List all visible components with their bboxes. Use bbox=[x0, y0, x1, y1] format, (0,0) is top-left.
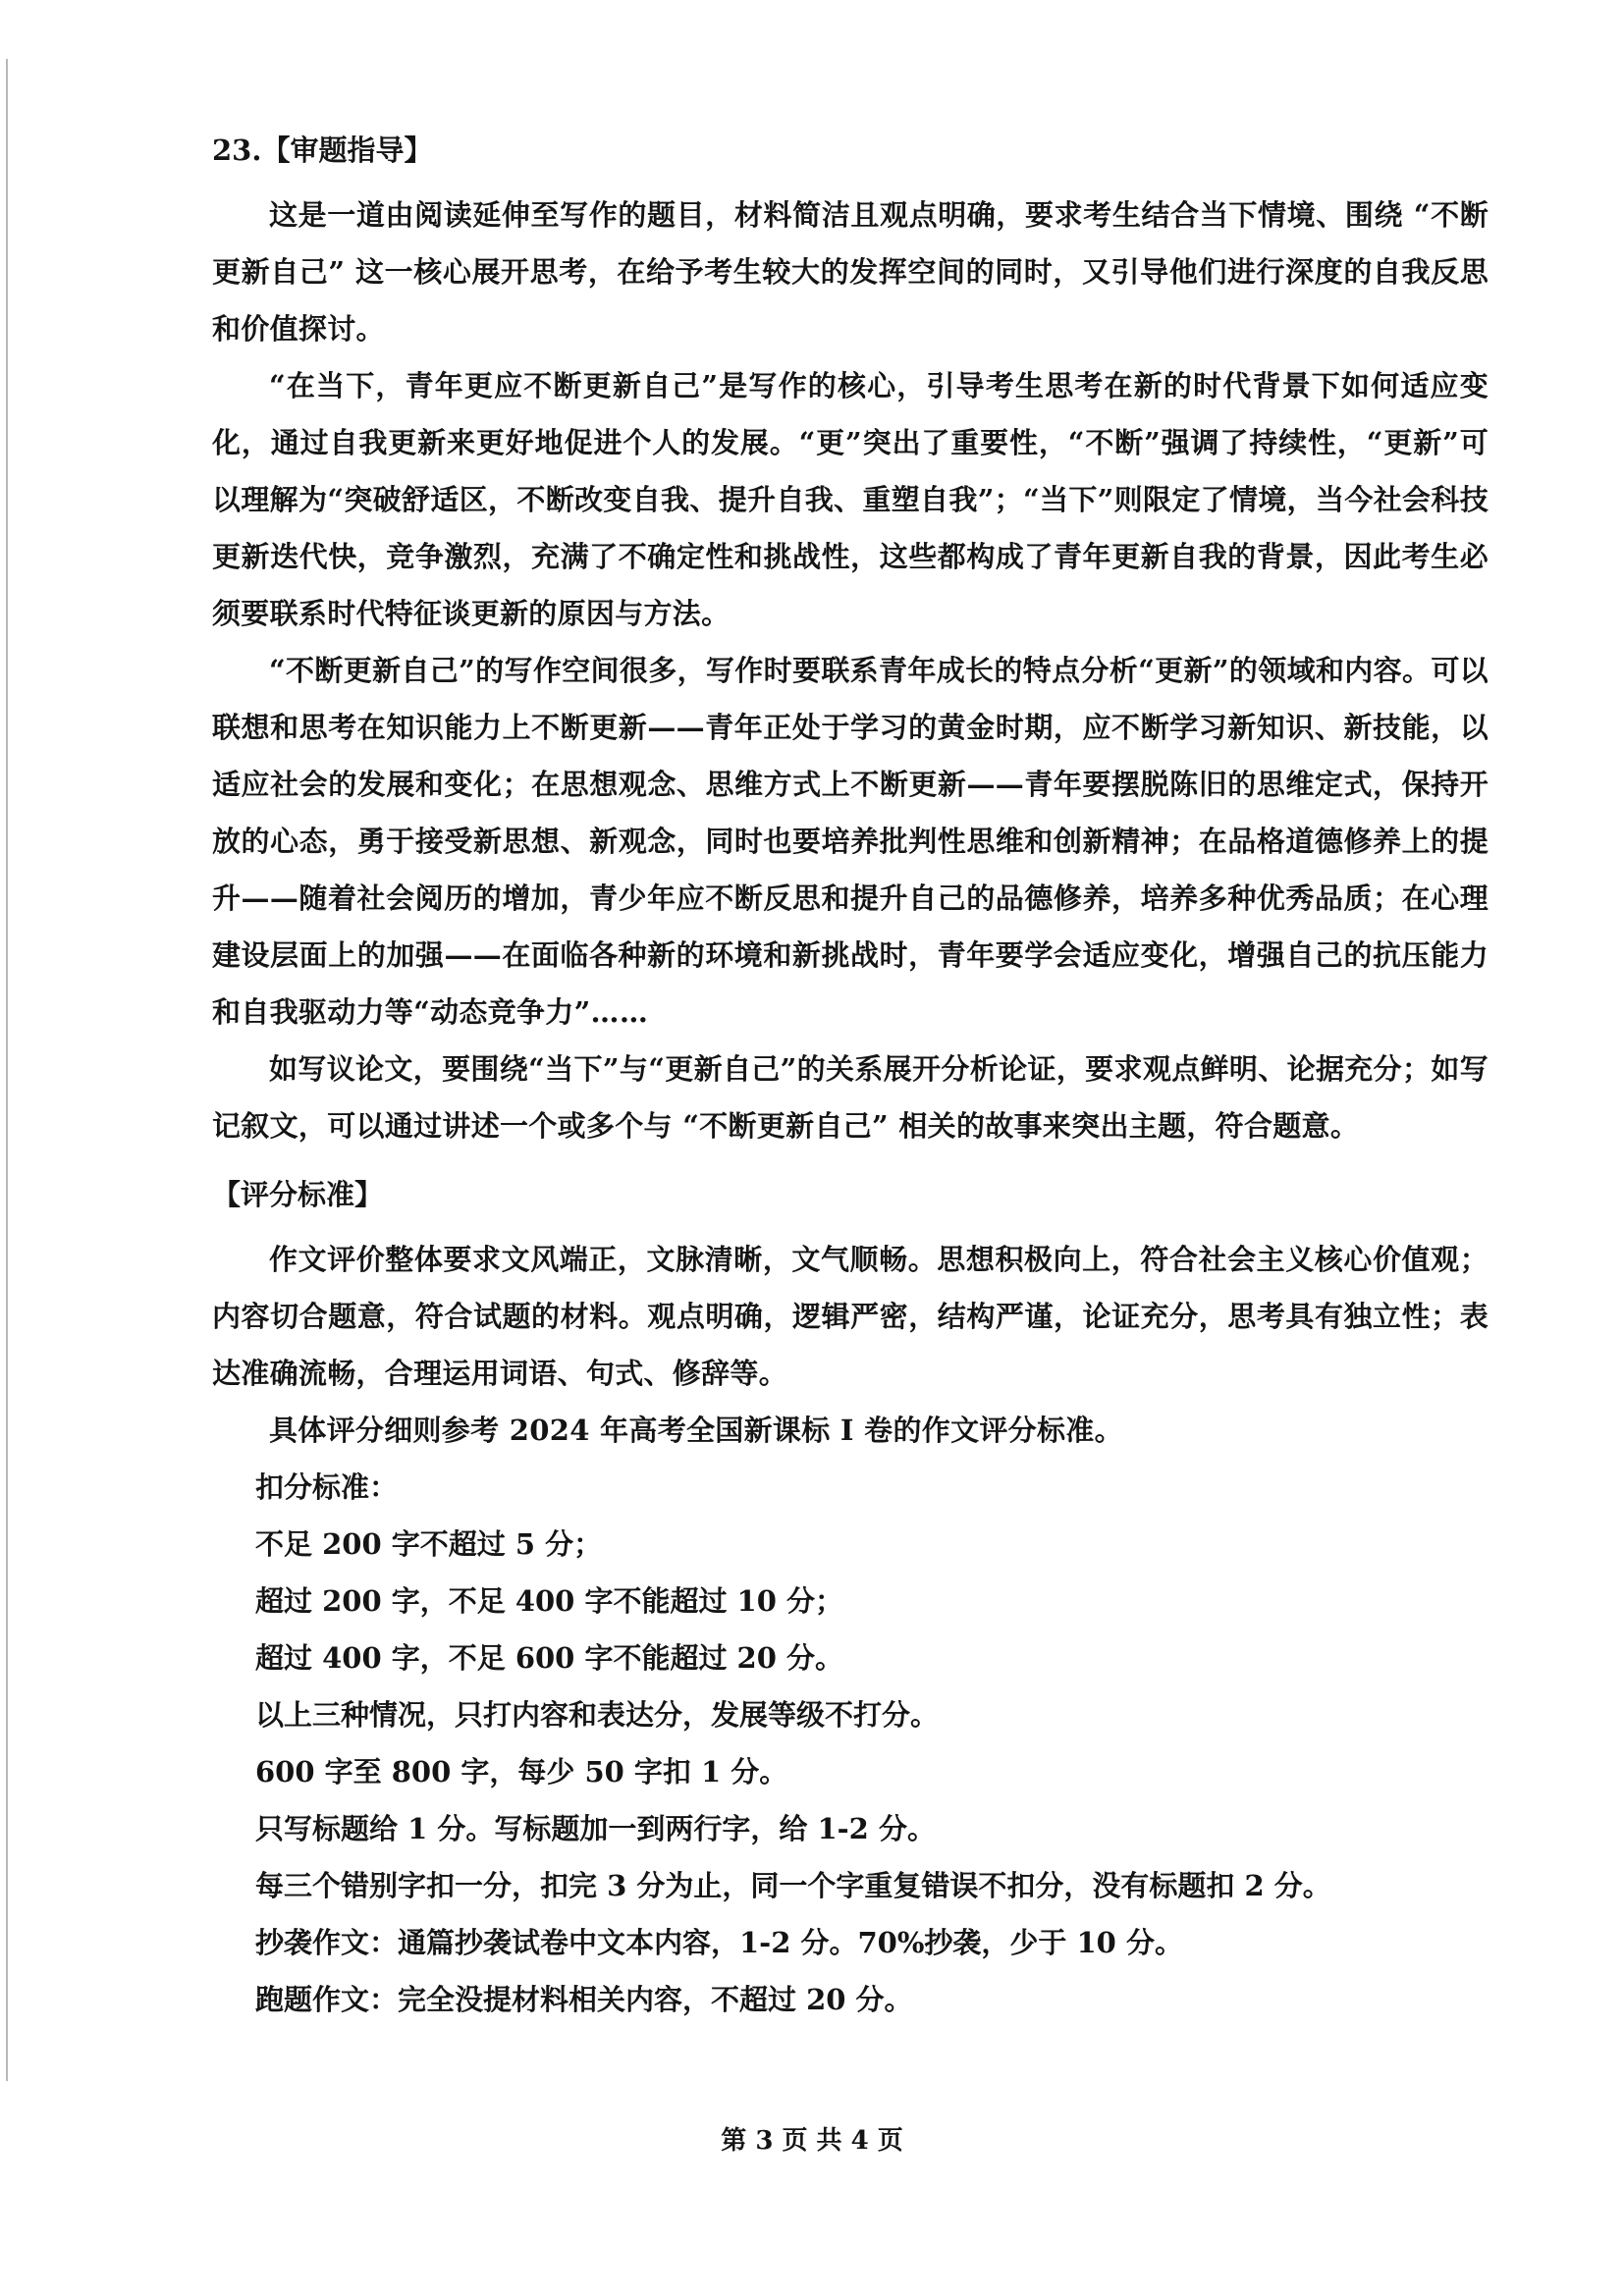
deduction-rule: 跑题作文：完全没提材料相关内容，不超过 20 分。 bbox=[255, 1983, 913, 2016]
scoring-paragraph-2: 具体评分细则参考 2024 年高考全国新课标 I 卷的作文评分标准。 bbox=[269, 1414, 1123, 1447]
guidance-paragraph-4: 如写议论文，要围绕“当下”与“更新自己”的关系展开分析论证，要求观点鲜明、论据充分；如写记叙文，可以通过讲述一个或多个与 “不断更新自己” 相关的故事来突出主题，符合题意。 bbox=[212, 1052, 1489, 1143]
page-edge-line bbox=[6, 59, 8, 2081]
deduction-rule: 不足 200 字不超过 5 分； bbox=[255, 1527, 603, 1561]
page-number-footer: 第 3 页 共 4 页 bbox=[721, 2126, 903, 2156]
scoring-paragraph-1: 作文评价整体要求文风端正，文脉清晰，文气顺畅。思想积极向上，符合社会主义核心价值观；内容切合题意，符合试题的材料。观点明确，逻辑严密，结构严谨，论证充分，思考具有独立性；表达准确流畅，合理运用词语、句式、修辞等。 bbox=[212, 1243, 1489, 1390]
guidance-paragraph-2: “在当下，青年更应不断更新自己”是写作的核心，引导考生思考在新的时代背景下如何适应变化，通过自我更新来更好地促进个人的发展。“更”突出了重要性，“不断”强调了持续性，“更新”可以理解为“突破舒适区，不断改变自我、提升自我、重塑自我”；“当下”则限定了情境，当今社会科技更新迭代快，竞争激烈，充满了不确定性和挑战性，这些都构成了青年更新自我的背景，因此考生必须要联系时代特征谈更新的原因与方法。 bbox=[212, 369, 1489, 630]
deduction-rule: 以上三种情况，只打内容和表达分，发展等级不打分。 bbox=[255, 1698, 940, 1732]
deduction-title: 扣分标准： bbox=[255, 1470, 399, 1504]
document-body bbox=[212, 126, 1489, 2028]
deduction-rule: 每三个错别字扣一分，扣完 3 分为止，同一个字重复错误不扣分，没有标题扣 2 分。 bbox=[255, 1869, 1331, 1902]
guidance-paragraph-3: “不断更新自己”的写作空间很多，写作时要联系青年成长的特点分析“更新”的领域和内容。可以联想和思考在知识能力上不断更新——青年正处于学习的黄金时期，应不断学习新知识、新技能，以适应社会的发展和变化；在思想观念、思维方式上不断更新——青年要摆脱陈旧的思维定式，保持开放的心态，勇于接受新思想、新观念，同时也要培养批判性思维和创新精神；在品格道德修养上的提升——随着社会阅历的增加，青少年应不断反思和提升自己的品德修养，培养多种优秀品质；在心理建设层面上的加强——在面临各种新的环境和新挑战时，青年要学会适应变化，增强自己的抗压能力和自我驱动力等“动态竞争力”…… bbox=[212, 654, 1489, 1029]
guidance-paragraph-1: 这是一道由阅读延伸至写作的题目，材料简洁且观点明确，要求考生结合当下情境、围绕 “不断更新自己” 这一核心展开思考，在给予考生较大的发挥空间的同时，又引导他们进行深度的自我反思和价值探讨。 bbox=[212, 198, 1489, 346]
deduction-rule: 抄袭作文：通篇抄袭试卷中文本内容，1-2 分。70%抄袭，少于 10 分。 bbox=[255, 1926, 1183, 1959]
deduction-rule: 600 字至 800 字，每少 50 字扣 1 分。 bbox=[255, 1755, 788, 1789]
deduction-rule: 超过 400 字，不足 600 字不能超过 20 分。 bbox=[255, 1641, 844, 1675]
deduction-rule: 超过 200 字，不足 400 字不能超过 10 分； bbox=[255, 1584, 844, 1618]
deduction-rule: 只写标题给 1 分。写标题加一到两行字，给 1-2 分。 bbox=[255, 1812, 936, 1845]
scoring-heading: 【评分标准】 bbox=[212, 1178, 384, 1211]
question-heading: 23.【审题指导】 bbox=[212, 133, 433, 167]
